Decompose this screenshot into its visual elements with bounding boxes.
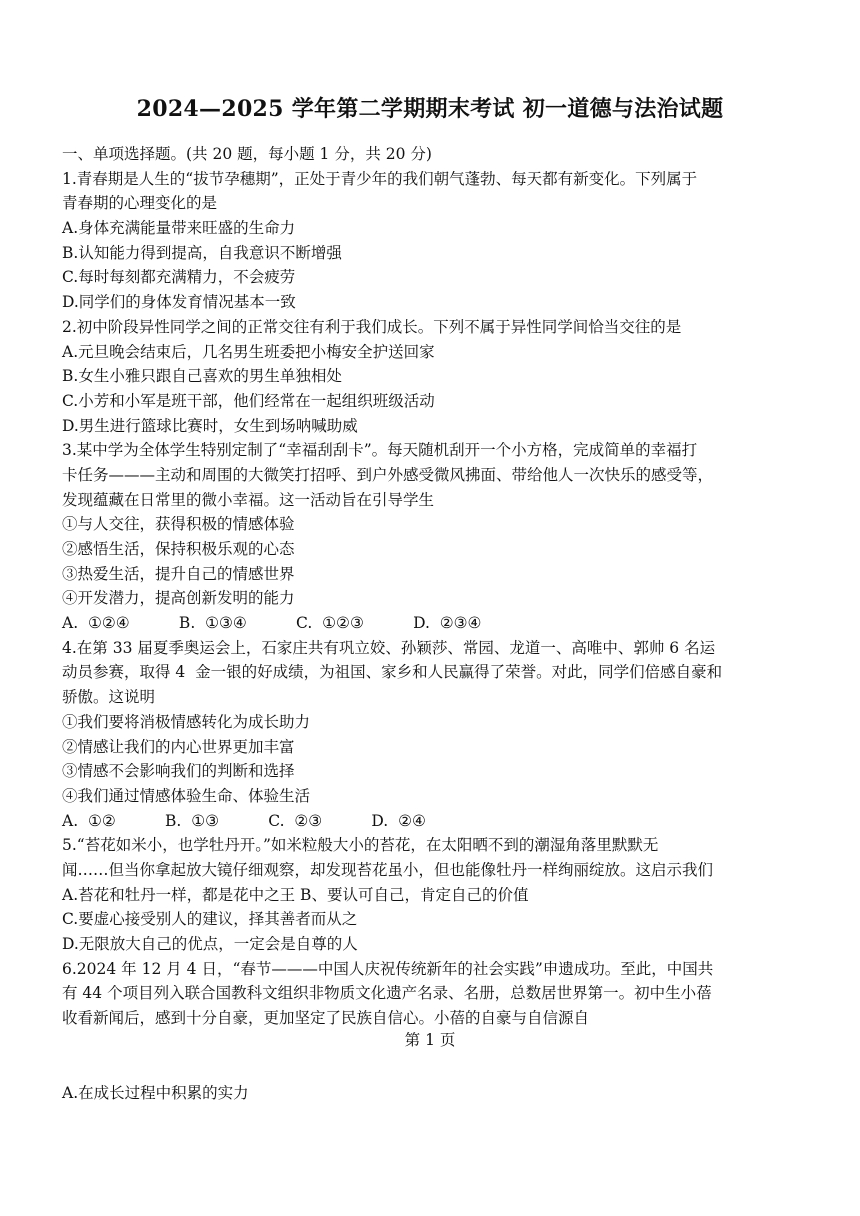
text-line: ②感悟生活，保持积极乐观的心态 <box>62 540 295 558</box>
text-line: 6.2024 年 12 月 4 日，“春节———中国人庆祝传统新年的社会实践”申遗成功。至此，中国共 <box>62 959 714 978</box>
text-line: 收看新闻后，感到十分自豪，更加坚定了民族自信心。小蓓的自豪与自信源自 <box>62 1009 590 1028</box>
text-line: 青春期的心理变化的是 <box>62 194 218 213</box>
text-line: A. ①②④ B. ①③④ C. ①②③ D. ②③④ <box>62 614 482 633</box>
text-line: C.每时每刻都充满精力，不会疲劳 <box>62 268 296 287</box>
text-line: ①与人交往，获得积极的情感体验 <box>62 515 295 534</box>
page-number: 第 1 页 <box>404 1031 456 1049</box>
text-line: ③情感不会影响我们的判断和选择 <box>62 762 295 781</box>
text-line: 闻……但当你拿起放大镜仔细观察，却发现苔花虽小，但也能像牡丹一样绚丽绽放。这启示我们 <box>62 860 714 879</box>
text-line: 4.在第 33 届夏季奥运会上，石家庄共有巩立姣、孙颖莎、常园、龙道一、高唯中、郭帅 6 名运 <box>62 638 716 657</box>
text-line: 一、单项选择题。(共 20 题，每小题 1 分，共 20 分) <box>62 145 432 163</box>
text-line: 2.初中阶段异性同学之间的正常交往有利于我们成长。下列不属于异性同学间恰当交往的是 <box>62 317 682 336</box>
text-line: 骄傲。这说明 <box>62 688 156 707</box>
text-line: B.认知能力得到提高，自我意识不断增强 <box>62 243 342 262</box>
text-line: 动员参赛，取得 4 金一银的好成绩，为祖国、家乡和人民赢得了荣誉。对此，同学们倍感自豪和 <box>62 663 723 682</box>
text-line: 发现蕴藏在日常里的微小幸福。这一活动旨在引导学生 <box>62 490 435 509</box>
next-page-option: A.在成长过程中积累的实力 <box>62 1084 249 1102</box>
text-line: D.男生进行篮球比赛时，女生到场呐喊助威 <box>62 416 358 435</box>
text-line: 1.青春期是人生的“拔节孕穗期”，正处于青少年的我们朝气蓬勃、每天都有新变化。下列属于 <box>62 169 698 188</box>
text-line: 5.“苔花如米小，也学牡丹开。”如米粒般大小的苔花，在太阳晒不到的潮湿角落里默默无 <box>62 836 659 855</box>
question-body <box>62 142 806 1031</box>
text-line: C.小芳和小军是班干部，他们经常在一起组织班级活动 <box>62 391 435 410</box>
text-line: A. ①② B. ①③ C. ②③ D. ②④ <box>62 811 426 830</box>
text-line: ③热爱生活，提升自己的情感世界 <box>62 564 295 583</box>
text-line: C.要虚心接受别人的建议，择其善者而从之 <box>62 910 358 929</box>
text-line: A.身体充满能量带来旺盛的生命力 <box>62 219 296 238</box>
text-line: B.女生小雅只跟自己喜欢的男生单独相处 <box>62 367 342 386</box>
text-line: D.同学们的身体发育情况基本一致 <box>62 293 296 312</box>
text-line: ④我们通过情感体验生命、体验生活 <box>62 786 311 805</box>
text-line: ④开发潜力，提高创新发明的能力 <box>62 589 295 608</box>
text-line: 有 44 个项目列入联合国教科文组织非物质文化遗产名录、名册，总数居世界第一。初中生小蓓 <box>62 984 712 1003</box>
text-line: D.无限放大自己的优点，一定会是自尊的人 <box>62 935 358 953</box>
text-line: 3.某中学为全体学生特别定制了“幸福刮刮卡”。每天随机刮开一个小方格，完成简单的幸福打 <box>62 441 698 460</box>
text-line: A.元旦晚会结束后，几名男生班委把小梅安全护送回家 <box>62 342 435 361</box>
exam-title: 2024—2025 学年第二学期期末考试 初一道德与法治试题 <box>136 96 724 122</box>
text-line: ②情感让我们的内心世界更加丰富 <box>62 737 295 756</box>
text-line: ①我们要将消极情感转化为成长助力 <box>62 712 311 731</box>
text-line: 卡任务———主动和周围的大微笑打招呼、到户外感受微风拂面、带给他人一次快乐的感受等， <box>62 465 714 484</box>
text-line: A.苔花和牡丹一样，都是花中之王 B、要认可自己，肯定自己的价值 <box>62 885 529 904</box>
